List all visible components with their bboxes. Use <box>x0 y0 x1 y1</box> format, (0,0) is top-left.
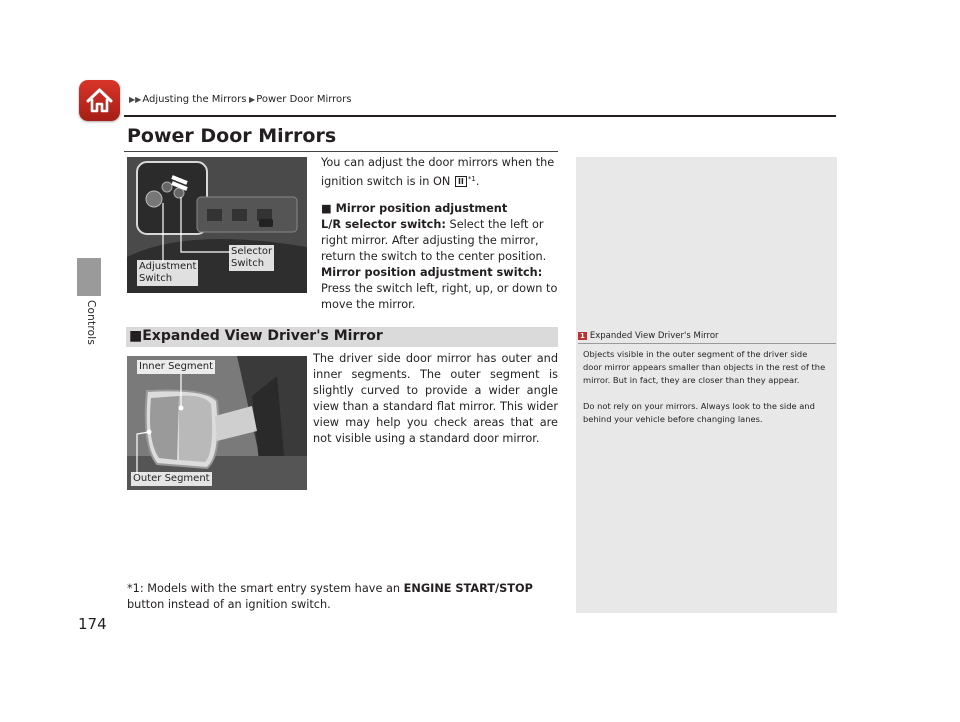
breadcrumb-item-2[interactable]: Power Door Mirrors <box>256 94 352 105</box>
info-panel-heading: 1 Expanded View Driver's Mirror <box>580 331 719 341</box>
selector-switch-callout: Selector Switch <box>231 246 273 269</box>
info-panel-body <box>583 348 828 439</box>
ignition-key-symbol: II <box>455 176 467 187</box>
intro-paragraph: You can adjust the door mirrors when the ignition switch is in ON II $^{*1}$. <box>321 156 555 188</box>
title-divider <box>124 151 558 152</box>
mirror-adjustment-section: ■ Mirror position adjustment L/R selector switch: Select the left or right mirror. After adjusting the mirror, return the switch to the center position. Mirror position adjustment switch: Press the switch left, right, up, or down to move the mirror. <box>321 202 558 311</box>
driver-mirror-illustration <box>127 356 307 490</box>
footnote: *1: Models with the smart entry system have an ENGINE START/STOP button instead of an ignition switch. <box>127 582 533 611</box>
adjustment-switch-callout: Adjustment Switch <box>139 261 197 284</box>
side-tab-marker <box>77 258 101 296</box>
mirror-switch-photo <box>127 157 307 293</box>
square-bullet-icon: ■ <box>321 202 332 215</box>
side-tab-label: Controls <box>85 300 97 346</box>
outer-segment-callout: Outer Segment <box>133 473 210 484</box>
breadcrumb <box>129 94 352 105</box>
info-panel-divider <box>578 343 836 344</box>
mirror-adjust-heading: Mirror position adjustment <box>335 202 508 215</box>
breadcrumb-arrow-icon: ▶▶ <box>129 95 142 104</box>
header-divider <box>124 115 836 117</box>
home-button[interactable] <box>79 80 120 121</box>
info-panel-paragraph: Objects visible in the outer segment of the driver side door mirror appears smaller than objects in the rest of the mirror. But in fact, they are closer than they appear. <box>583 349 826 385</box>
breadcrumb-arrow-icon: ▶ <box>246 95 256 104</box>
expanded-mirror-paragraph: The driver side door mirror has outer and inner segments. The outer segment is slightly curved to provide a wider angle view than a standard flat mirror. This wider view may help you check areas that are not visible using a standard door mirror. <box>313 352 558 445</box>
breadcrumb-item-1[interactable]: Adjusting the Mirrors <box>142 94 247 105</box>
section-heading: ■Expanded View Driver's Mirror <box>129 328 383 344</box>
reference-marker: 1 <box>580 332 585 340</box>
driver-mirror-photo <box>127 356 307 490</box>
page-title: Power Door Mirrors <box>127 125 337 147</box>
info-panel-paragraph: Do not rely on your mirrors. Always look to the side and behind your vehicle before changing lanes. <box>583 401 815 424</box>
home-icon <box>79 80 120 121</box>
inner-segment-callout: Inner Segment <box>139 361 214 372</box>
square-bullet-icon: ■ <box>129 328 143 344</box>
page-number: 174 <box>78 615 107 633</box>
